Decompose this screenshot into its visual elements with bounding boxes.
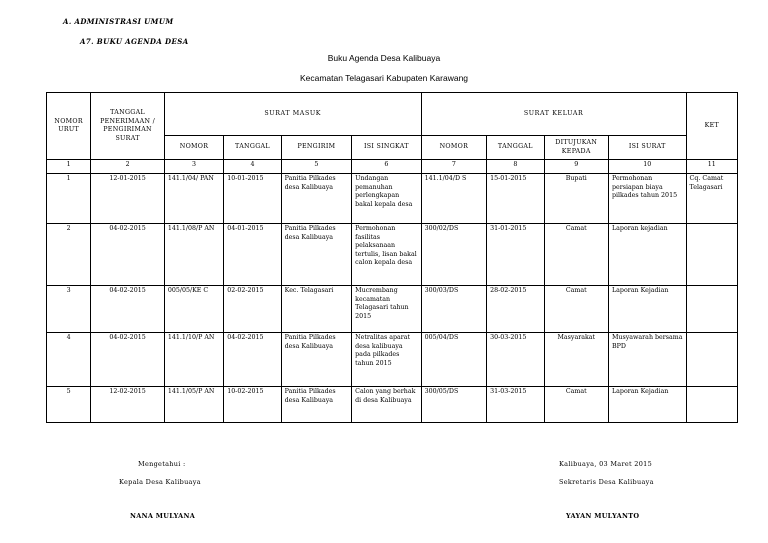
table-row [47, 224, 738, 286]
cell-sk-nomor: 005/04/DS [421, 333, 486, 387]
table-row [47, 286, 738, 333]
cell-ket [686, 224, 737, 286]
table-row [47, 174, 738, 224]
header-nomor-urut: NOMOR URUT [47, 93, 91, 160]
column-number: 6 [352, 160, 422, 174]
header-sk-nomor: NOMOR [421, 136, 486, 160]
cell-tanggal: 12-02-2015 [91, 387, 165, 423]
cell-tanggal: 12-01-2015 [91, 174, 165, 224]
cell-isi-singkat: Calon yang berhak di desa Kalibuaya [352, 387, 422, 423]
column-number: 5 [281, 160, 352, 174]
header-surat-keluar: SURAT KELUAR [421, 93, 686, 136]
cell-isi-surat: Musyawarah bersama BPD [608, 333, 686, 387]
footer-kepala-desa-role: Kepala Desa Kalibuaya [119, 478, 201, 486]
cell-isi-surat: Laporan Kejadian [608, 286, 686, 333]
cell-sm-nomor: 005/05/KE C [164, 286, 223, 333]
header-sm-tanggal: TANGGAL [224, 136, 281, 160]
cell-isi-singkat: Undangan pemanuhan perlengkapan bakal kepala desa [352, 174, 422, 224]
cell-ket [686, 387, 737, 423]
cell-no: 5 [47, 387, 91, 423]
footer-date: Kalibuaya, 03 Maret 2015 [559, 460, 653, 468]
column-number: 11 [686, 160, 737, 174]
cell-kepada: Bupati [544, 174, 608, 224]
cell-sk-tanggal: 15-01-2015 [487, 174, 544, 224]
cell-sm-tanggal: 04-02-2015 [224, 333, 281, 387]
cell-isi-singkat: Netralitas aparat desa kalibuaya pada pilkades tahun 2015 [352, 333, 422, 387]
document-subtitle: Kecamatan Telagasari Kabupaten Karawang [299, 73, 469, 83]
cell-sk-tanggal: 31-01-2015 [487, 224, 544, 286]
cell-pengirim: Panitia Pilkades desa Kalibuaya [281, 333, 352, 387]
cell-isi-surat: Laporan Kejadian [608, 387, 686, 423]
cell-sk-nomor: 300/02/DS [421, 224, 486, 286]
cell-sm-nomor: 141.1/10/P AN [164, 333, 223, 387]
cell-sm-nomor: 141.1/08/P AN [164, 224, 223, 286]
cell-ket: Cq. Camat Telagasari [686, 174, 737, 224]
header-tanggal-penerimaan: TANGGAL PENERIMAAN / PENGIRIMAN SURAT [91, 93, 165, 160]
column-number: 9 [544, 160, 608, 174]
header-surat-masuk: SURAT MASUK [164, 93, 421, 136]
cell-sk-nomor: 300/05/DS [421, 387, 486, 423]
cell-sm-tanggal: 10-02-2015 [224, 387, 281, 423]
cell-isi-singkat: Permohonan fasilitas pelaksanaan tertulis, lisan bakal calon kepala desa [352, 224, 422, 286]
cell-sk-tanggal: 30-03-2015 [487, 333, 544, 387]
cell-ket [686, 333, 737, 387]
column-number: 4 [224, 160, 281, 174]
cell-sm-tanggal: 10-01-2015 [224, 174, 281, 224]
subsection-title: A7. BUKU AGENDA DESA [80, 37, 189, 46]
header-sm-nomor: NOMOR [164, 136, 223, 160]
cell-sk-nomor: 300/03/DS [421, 286, 486, 333]
cell-sk-tanggal: 31-03-2015 [487, 387, 544, 423]
cell-pengirim: Panitia Pilkades desa Kalibuaya [281, 387, 352, 423]
cell-pengirim: Kec. Telagasari [281, 286, 352, 333]
column-number: 2 [91, 160, 165, 174]
table-row [47, 333, 738, 387]
column-number: 7 [421, 160, 486, 174]
agenda-table [46, 92, 738, 423]
cell-kepada: Camat [544, 286, 608, 333]
column-number: 1 [47, 160, 91, 174]
cell-sm-tanggal: 02-02-2015 [224, 286, 281, 333]
header-ket: KET [686, 93, 737, 160]
cell-kepada: Masyarakat [544, 333, 608, 387]
document-title: Buku Agenda Desa Kalibuaya [327, 53, 441, 63]
column-number: 8 [487, 160, 544, 174]
column-number: 10 [608, 160, 686, 174]
table-row [47, 387, 738, 423]
cell-sm-nomor: 141.1/05/P AN [164, 387, 223, 423]
cell-kepada: Camat [544, 387, 608, 423]
cell-isi-singkat: Mucrembang kecamatan Telagasari tahun 2015 [352, 286, 422, 333]
footer-mengetahui: Mengetahui : [138, 460, 186, 468]
column-number-row [47, 160, 738, 174]
cell-sk-tanggal: 28-02-2015 [487, 286, 544, 333]
cell-ket [686, 286, 737, 333]
cell-isi-surat: Permohonan persiapan biaya pilkades tahun 2015 [608, 174, 686, 224]
header-sk-tanggal: TANGGAL [487, 136, 544, 160]
section-title: A. ADMINISTRASI UMUM [63, 17, 174, 26]
cell-tanggal: 04-02-2015 [91, 333, 165, 387]
cell-isi-surat: Laporan kejadian [608, 224, 686, 286]
header-sk-ditujukan: DITUJUKAN KEPADA [544, 136, 608, 160]
header-sm-pengirim: PENGIRIM [281, 136, 352, 160]
cell-tanggal: 04-02-2015 [91, 286, 165, 333]
cell-sm-nomor: 141.1/04/ PAN [164, 174, 223, 224]
cell-tanggal: 04-02-2015 [91, 224, 165, 286]
cell-no: 4 [47, 333, 91, 387]
cell-no: 1 [47, 174, 91, 224]
footer-sekretaris-name: YAYAN MULYANTO [566, 512, 640, 520]
cell-no: 3 [47, 286, 91, 333]
cell-pengirim: Panitia Pilkades desa Kalibuaya [281, 224, 352, 286]
cell-kepada: Camat [544, 224, 608, 286]
header-sk-isi-surat: ISI SURAT [608, 136, 686, 160]
footer-sekretaris-role: Sekretaris Desa Kalibuaya [559, 478, 654, 486]
cell-sk-nomor: 141.1/04/D S [421, 174, 486, 224]
footer-kepala-desa-name: NANA MULYANA [130, 512, 196, 520]
header-sm-isi-singkat: ISI SINGKAT [352, 136, 422, 160]
cell-sm-tanggal: 04-01-2015 [224, 224, 281, 286]
cell-pengirim: Panitia Pilkades desa Kalibuaya [281, 174, 352, 224]
column-number: 3 [164, 160, 223, 174]
cell-no: 2 [47, 224, 91, 286]
